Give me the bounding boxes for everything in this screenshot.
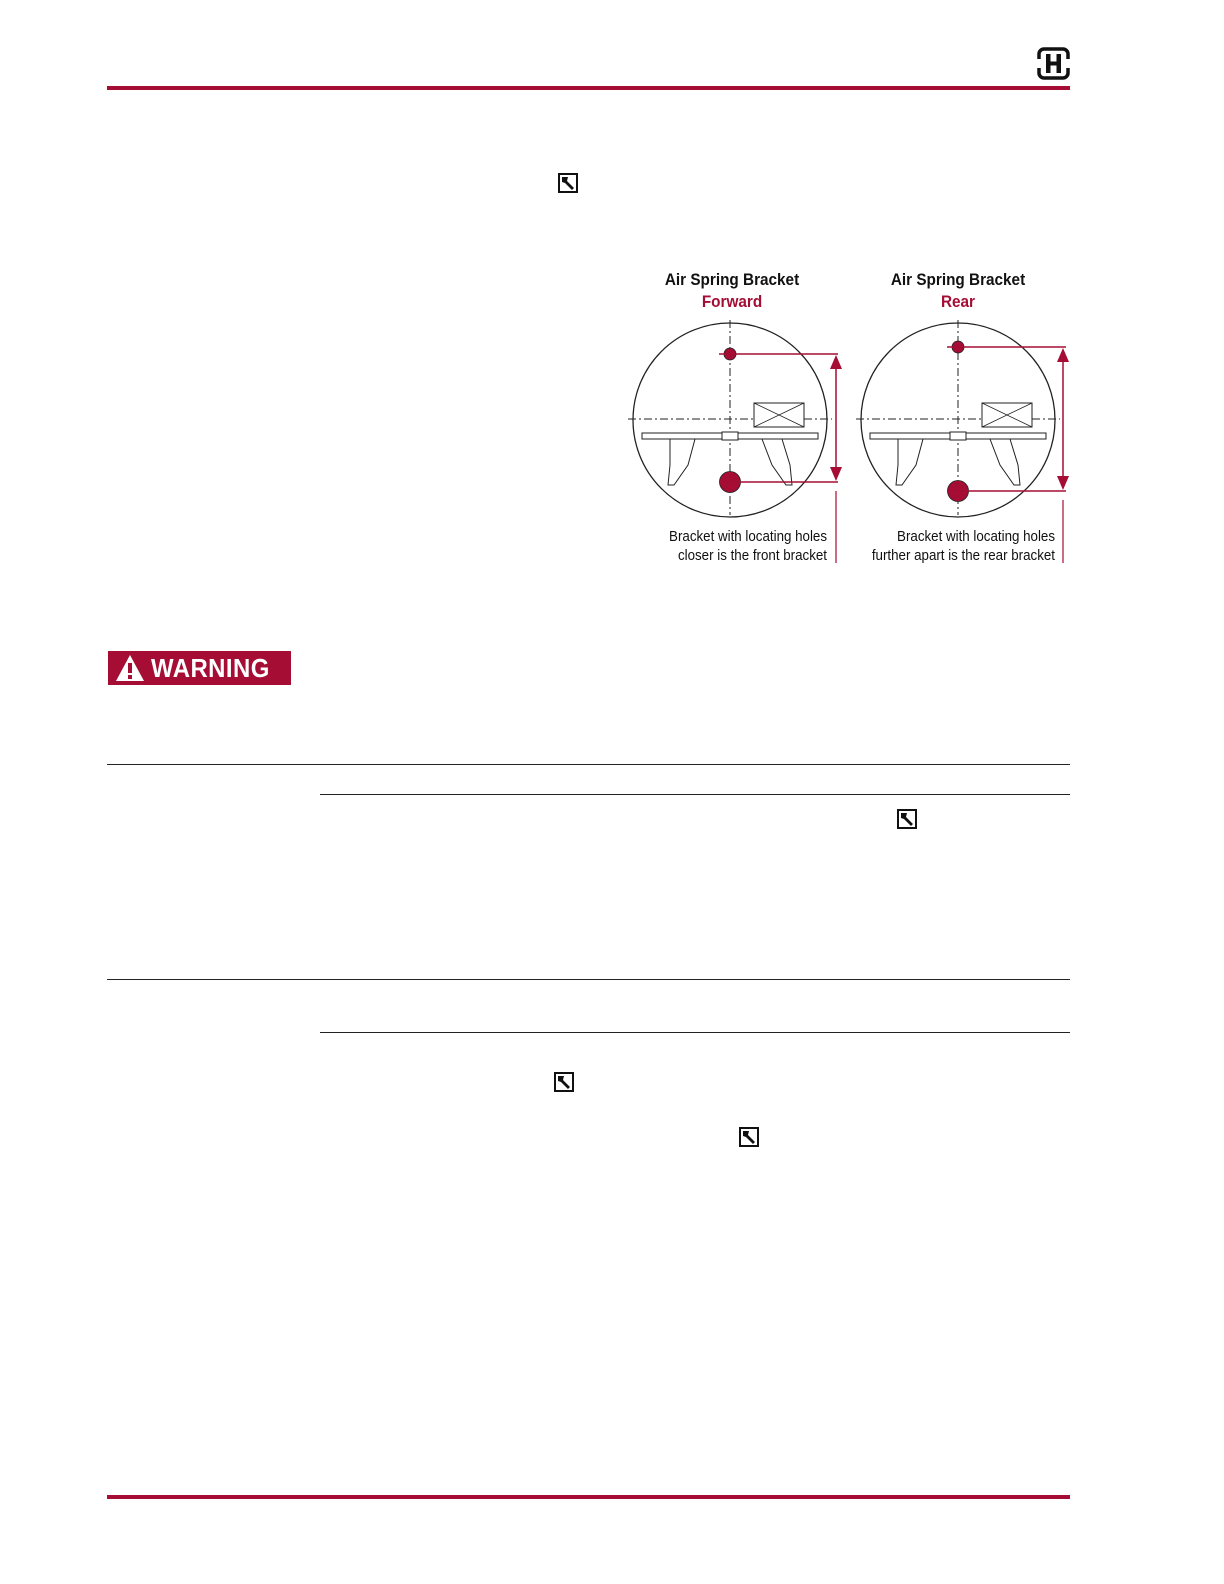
wrench-torque-icon [554, 1072, 574, 1092]
warning-banner [108, 651, 291, 685]
table-row-rule-1 [320, 794, 1070, 795]
forward-figure-title: Air Spring Bracket [664, 270, 800, 289]
table-row-rule-2 [107, 979, 1070, 980]
wrench-torque-icon [739, 1127, 759, 1147]
wrench-torque-icon [897, 809, 917, 829]
rear-bracket-detail [856, 320, 1069, 563]
rear-figure-title: Air Spring Bracket [890, 270, 1026, 289]
header-rule [107, 86, 1070, 90]
rear-figure-subtitle: Rear [940, 292, 976, 311]
table-row-rule-3 [320, 1032, 1070, 1033]
forward-bracket-caption: Bracket with locating holes closer is the front bracket [669, 529, 827, 564]
warning-label: WARNING [151, 652, 270, 683]
hendrickson-logo-icon [1037, 47, 1070, 80]
wrench-torque-icon [558, 173, 578, 193]
forward-bracket-detail [628, 320, 842, 563]
warning-triangle-icon [115, 654, 145, 682]
footer-rule [107, 1495, 1070, 1499]
table-top-rule [107, 764, 1070, 765]
rear-bracket-caption: Bracket with locating holes further apart is the rear bracket [871, 529, 1055, 564]
forward-figure-subtitle: Forward [701, 292, 763, 311]
